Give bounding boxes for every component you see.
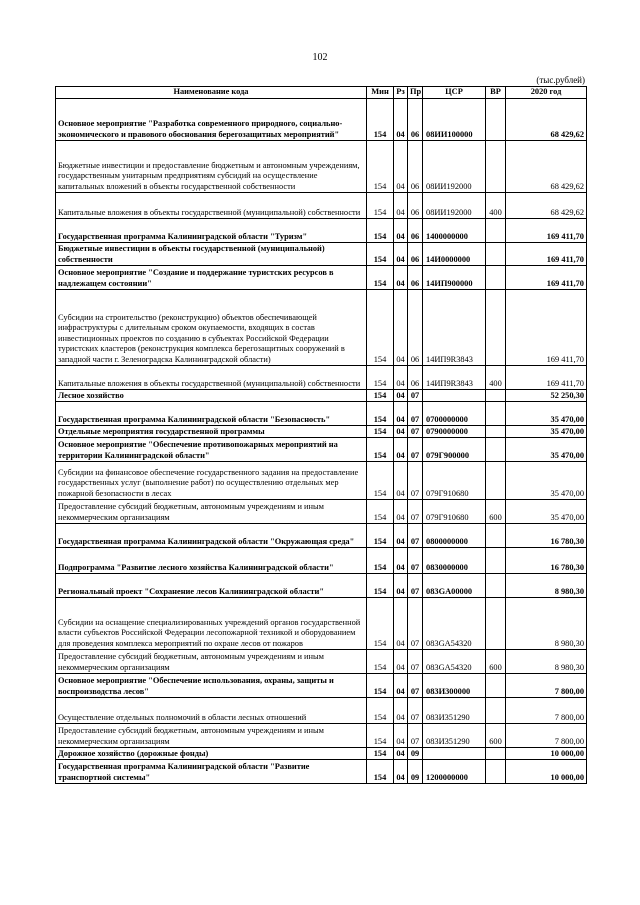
cell-pr: 07 <box>408 650 423 674</box>
budget-table <box>55 86 587 784</box>
cell-min: 154 <box>367 760 394 784</box>
table-row <box>56 402 587 426</box>
cell-min: 154 <box>367 219 394 243</box>
cell-min: 154 <box>367 724 394 748</box>
table-row <box>56 219 587 243</box>
cell-rz: 04 <box>394 674 408 698</box>
cell-min: 154 <box>367 426 394 438</box>
cell-name: Субсидии на оснащение специализированных учреждений органов государственной власти субъектов Российской Федерации лесопожарной техникой и оборудованием для проведения комплекса мероприятий по охране лесов от пожаров <box>56 598 367 650</box>
table-row <box>56 724 587 748</box>
cell-amount: 52 250,30 <box>506 390 587 402</box>
cell-name: Региональный проект "Сохранение лесов Калининградской области" <box>56 574 367 598</box>
cell-name: Государственная программа Калининградской области "Окружающая среда" <box>56 524 367 548</box>
cell-name: Государственная программа Калининградской области "Развитие транспортной системы" <box>56 760 367 784</box>
cell-csr: 0790000000 <box>423 426 486 438</box>
cell-vr <box>486 548 506 574</box>
table-row <box>56 141 587 193</box>
table-row <box>56 500 587 524</box>
cell-amount: 7 800,00 <box>506 674 587 698</box>
cell-csr: 083GA54320 <box>423 598 486 650</box>
cell-name: Осуществление отдельных полномочий в области лесных отношений <box>56 698 367 724</box>
cell-csr: 14ИП9R3843 <box>423 366 486 390</box>
cell-vr: 600 <box>486 500 506 524</box>
cell-min: 154 <box>367 402 394 426</box>
cell-rz: 04 <box>394 266 408 290</box>
cell-min: 154 <box>367 500 394 524</box>
cell-vr <box>486 760 506 784</box>
cell-vr: 600 <box>486 650 506 674</box>
cell-rz: 04 <box>394 650 408 674</box>
cell-vr <box>486 426 506 438</box>
cell-min: 154 <box>367 462 394 500</box>
units-label: (тыс.рублей) <box>536 75 585 85</box>
cell-name: Капитальные вложения в объекты государственной (муниципальной) собственности <box>56 193 367 219</box>
cell-pr: 06 <box>408 141 423 193</box>
table-row <box>56 462 587 500</box>
cell-vr <box>486 698 506 724</box>
cell-amount: 16 780,30 <box>506 524 587 548</box>
cell-csr: 079Г900000 <box>423 438 486 462</box>
cell-vr <box>486 524 506 548</box>
cell-min: 154 <box>367 366 394 390</box>
cell-rz: 04 <box>394 402 408 426</box>
header-pr: Пр <box>408 87 423 99</box>
cell-pr: 07 <box>408 524 423 548</box>
cell-min: 154 <box>367 748 394 760</box>
cell-rz: 04 <box>394 426 408 438</box>
cell-rz: 04 <box>394 698 408 724</box>
cell-rz: 04 <box>394 574 408 598</box>
cell-amount: 10 000,00 <box>506 748 587 760</box>
cell-vr <box>486 674 506 698</box>
cell-name: Бюджетные инвестиции и предоставление бюджетным и автономным учреждениям, государственным унитарным предприятиям субсидий на осуществление капитальных вложений в объекты государственной собственности <box>56 141 367 193</box>
cell-amount: 169 411,70 <box>506 219 587 243</box>
cell-pr: 07 <box>408 698 423 724</box>
cell-min: 154 <box>367 548 394 574</box>
cell-vr: 400 <box>486 366 506 390</box>
cell-name: Отдельные мероприятия государственной программы <box>56 426 367 438</box>
cell-min: 154 <box>367 574 394 598</box>
table-header-row <box>56 87 587 99</box>
cell-amount: 8 980,30 <box>506 574 587 598</box>
cell-min: 154 <box>367 598 394 650</box>
table-row <box>56 650 587 674</box>
cell-pr: 09 <box>408 760 423 784</box>
cell-pr: 06 <box>408 193 423 219</box>
cell-amount: 16 780,30 <box>506 548 587 574</box>
cell-name: Основное мероприятие "Обеспечение использования, охраны, защиты и воспроизводства лесов" <box>56 674 367 698</box>
cell-csr: 08ИИ100000 <box>423 99 486 141</box>
cell-csr: 08ИИ192000 <box>423 193 486 219</box>
table-row <box>56 193 587 219</box>
cell-vr <box>486 402 506 426</box>
cell-min: 154 <box>367 141 394 193</box>
cell-pr: 07 <box>408 598 423 650</box>
cell-csr: 083И300000 <box>423 674 486 698</box>
cell-name: Основное мероприятие "Создание и поддержание туристских ресурсов в надлежащем состоянии" <box>56 266 367 290</box>
cell-csr: 0800000000 <box>423 524 486 548</box>
table-row <box>56 366 587 390</box>
header-csr: ЦСР <box>423 87 486 99</box>
cell-vr <box>486 574 506 598</box>
cell-rz: 04 <box>394 438 408 462</box>
table-body <box>56 99 587 784</box>
cell-csr: 14И0000000 <box>423 243 486 266</box>
table-row <box>56 438 587 462</box>
cell-pr: 06 <box>408 266 423 290</box>
cell-amount: 35 470,00 <box>506 402 587 426</box>
cell-csr: 14ИП9R3843 <box>423 290 486 366</box>
cell-vr: 400 <box>486 193 506 219</box>
cell-csr: 083GA00000 <box>423 574 486 598</box>
cell-rz: 04 <box>394 219 408 243</box>
cell-pr: 06 <box>408 243 423 266</box>
table-row <box>56 674 587 698</box>
cell-rz: 04 <box>394 290 408 366</box>
cell-vr <box>486 99 506 141</box>
cell-amount: 7 800,00 <box>506 698 587 724</box>
cell-vr <box>486 243 506 266</box>
cell-name: Субсидии на финансовое обеспечение государственного задания на предоставление государственных услуг (выполнение работ) по осуществлению отдельных мер пожарной безопасности в лесах <box>56 462 367 500</box>
table-row <box>56 748 587 760</box>
cell-min: 154 <box>367 674 394 698</box>
cell-amount: 169 411,70 <box>506 366 587 390</box>
cell-vr <box>486 290 506 366</box>
table-row <box>56 698 587 724</box>
cell-pr: 07 <box>408 724 423 748</box>
cell-min: 154 <box>367 438 394 462</box>
cell-pr: 07 <box>408 500 423 524</box>
cell-name: Субсидии на строительство (реконструкцию) объектов обеспечивающей инфраструктуры с длительным сроком окупаемости, входящих в состав инвестиционных проектов по созданию в субъектах Российской Федерации туристских кластеров (реконструкция комплекса берегозащитных сооружений в западной части г. Зеленоградска Калининградской области) <box>56 290 367 366</box>
cell-rz: 04 <box>394 243 408 266</box>
table-row <box>56 426 587 438</box>
cell-name: Предоставление субсидий бюджетным, автономным учреждениям и иным некоммерческим организациям <box>56 724 367 748</box>
cell-amount: 68 429,62 <box>506 141 587 193</box>
cell-name: Основное мероприятие "Разработка современного природного, социально-экономического и правового обоснования берегозащитных мероприятий" <box>56 99 367 141</box>
table-row <box>56 598 587 650</box>
table-row <box>56 266 587 290</box>
cell-amount: 169 411,70 <box>506 290 587 366</box>
cell-amount: 8 980,30 <box>506 650 587 674</box>
cell-min: 154 <box>367 698 394 724</box>
cell-rz: 04 <box>394 366 408 390</box>
cell-pr: 07 <box>408 462 423 500</box>
cell-pr: 07 <box>408 574 423 598</box>
cell-name: Предоставление субсидий бюджетным, автономным учреждениям и иным некоммерческим организациям <box>56 650 367 674</box>
cell-csr <box>423 748 486 760</box>
cell-csr: 08ИИ192000 <box>423 141 486 193</box>
cell-vr: 600 <box>486 724 506 748</box>
cell-csr: 083И351290 <box>423 724 486 748</box>
cell-min: 154 <box>367 650 394 674</box>
cell-rz: 04 <box>394 500 408 524</box>
cell-name: Бюджетные инвестиции в объекты государственной (муниципальной) собственности <box>56 243 367 266</box>
cell-csr: 14ИП900000 <box>423 266 486 290</box>
table-row <box>56 760 587 784</box>
table-row <box>56 524 587 548</box>
cell-vr <box>486 219 506 243</box>
cell-amount: 169 411,70 <box>506 266 587 290</box>
header-rz: Рз <box>394 87 408 99</box>
cell-rz: 04 <box>394 598 408 650</box>
cell-vr <box>486 748 506 760</box>
cell-rz: 04 <box>394 760 408 784</box>
cell-csr: 079Г910680 <box>423 462 486 500</box>
cell-rz: 04 <box>394 193 408 219</box>
cell-pr: 07 <box>408 426 423 438</box>
table-row <box>56 290 587 366</box>
cell-rz: 04 <box>394 748 408 760</box>
cell-min: 154 <box>367 524 394 548</box>
cell-pr: 07 <box>408 674 423 698</box>
cell-vr <box>486 598 506 650</box>
header-vr: ВР <box>486 87 506 99</box>
cell-rz: 04 <box>394 724 408 748</box>
cell-name: Государственная программа Калининградской области "Безопасность" <box>56 402 367 426</box>
cell-amount: 7 800,00 <box>506 724 587 748</box>
cell-vr <box>486 438 506 462</box>
cell-pr: 09 <box>408 748 423 760</box>
cell-min: 154 <box>367 243 394 266</box>
cell-pr: 06 <box>408 219 423 243</box>
table-row <box>56 548 587 574</box>
cell-pr: 07 <box>408 548 423 574</box>
cell-pr: 07 <box>408 438 423 462</box>
cell-pr: 07 <box>408 390 423 402</box>
cell-amount: 35 470,00 <box>506 426 587 438</box>
cell-vr <box>486 462 506 500</box>
cell-amount: 8 980,30 <box>506 598 587 650</box>
table-row <box>56 99 587 141</box>
cell-min: 154 <box>367 390 394 402</box>
cell-vr <box>486 141 506 193</box>
cell-csr: 079Г910680 <box>423 500 486 524</box>
cell-csr: 0830000000 <box>423 548 486 574</box>
table-row <box>56 243 587 266</box>
cell-rz: 04 <box>394 524 408 548</box>
table-row <box>56 574 587 598</box>
cell-pr: 06 <box>408 290 423 366</box>
cell-name: Подпрограмма "Развитие лесного хозяйства Калининградской области" <box>56 548 367 574</box>
cell-rz: 04 <box>394 548 408 574</box>
cell-pr: 07 <box>408 402 423 426</box>
table-row <box>56 390 587 402</box>
cell-amount: 35 470,00 <box>506 462 587 500</box>
cell-name: Лесное хозяйство <box>56 390 367 402</box>
cell-amount: 68 429,62 <box>506 99 587 141</box>
cell-rz: 04 <box>394 141 408 193</box>
cell-csr: 1400000000 <box>423 219 486 243</box>
cell-csr: 083И351290 <box>423 698 486 724</box>
cell-rz: 04 <box>394 99 408 141</box>
cell-amount: 35 470,00 <box>506 438 587 462</box>
cell-name: Дорожное хозяйство (дорожные фонды) <box>56 748 367 760</box>
page-number: 102 <box>312 52 328 63</box>
cell-amount: 35 470,00 <box>506 500 587 524</box>
header-year: 2020 год <box>506 87 587 99</box>
header-min: Мин <box>367 87 394 99</box>
cell-name: Основное мероприятие "Обеспечение противопожарных мероприятий на территории Калининградской области" <box>56 438 367 462</box>
cell-csr: 0700000000 <box>423 402 486 426</box>
cell-min: 154 <box>367 99 394 141</box>
cell-vr <box>486 266 506 290</box>
cell-amount: 10 000,00 <box>506 760 587 784</box>
cell-name: Предоставление субсидий бюджетным, автономным учреждениям и иным некоммерческим организациям <box>56 500 367 524</box>
cell-vr <box>486 390 506 402</box>
header-name: Наименование кода <box>56 87 367 99</box>
cell-name: Государственная программа Калининградской области "Туризм" <box>56 219 367 243</box>
cell-csr: 1200000000 <box>423 760 486 784</box>
cell-min: 154 <box>367 193 394 219</box>
cell-csr <box>423 390 486 402</box>
cell-min: 154 <box>367 266 394 290</box>
cell-min: 154 <box>367 290 394 366</box>
cell-rz: 04 <box>394 390 408 402</box>
cell-amount: 68 429,62 <box>506 193 587 219</box>
cell-pr: 06 <box>408 366 423 390</box>
cell-rz: 04 <box>394 462 408 500</box>
cell-name: Капитальные вложения в объекты государственной (муниципальной) собственности <box>56 366 367 390</box>
cell-pr: 06 <box>408 99 423 141</box>
cell-csr: 083GA54320 <box>423 650 486 674</box>
cell-amount: 169 411,70 <box>506 243 587 266</box>
